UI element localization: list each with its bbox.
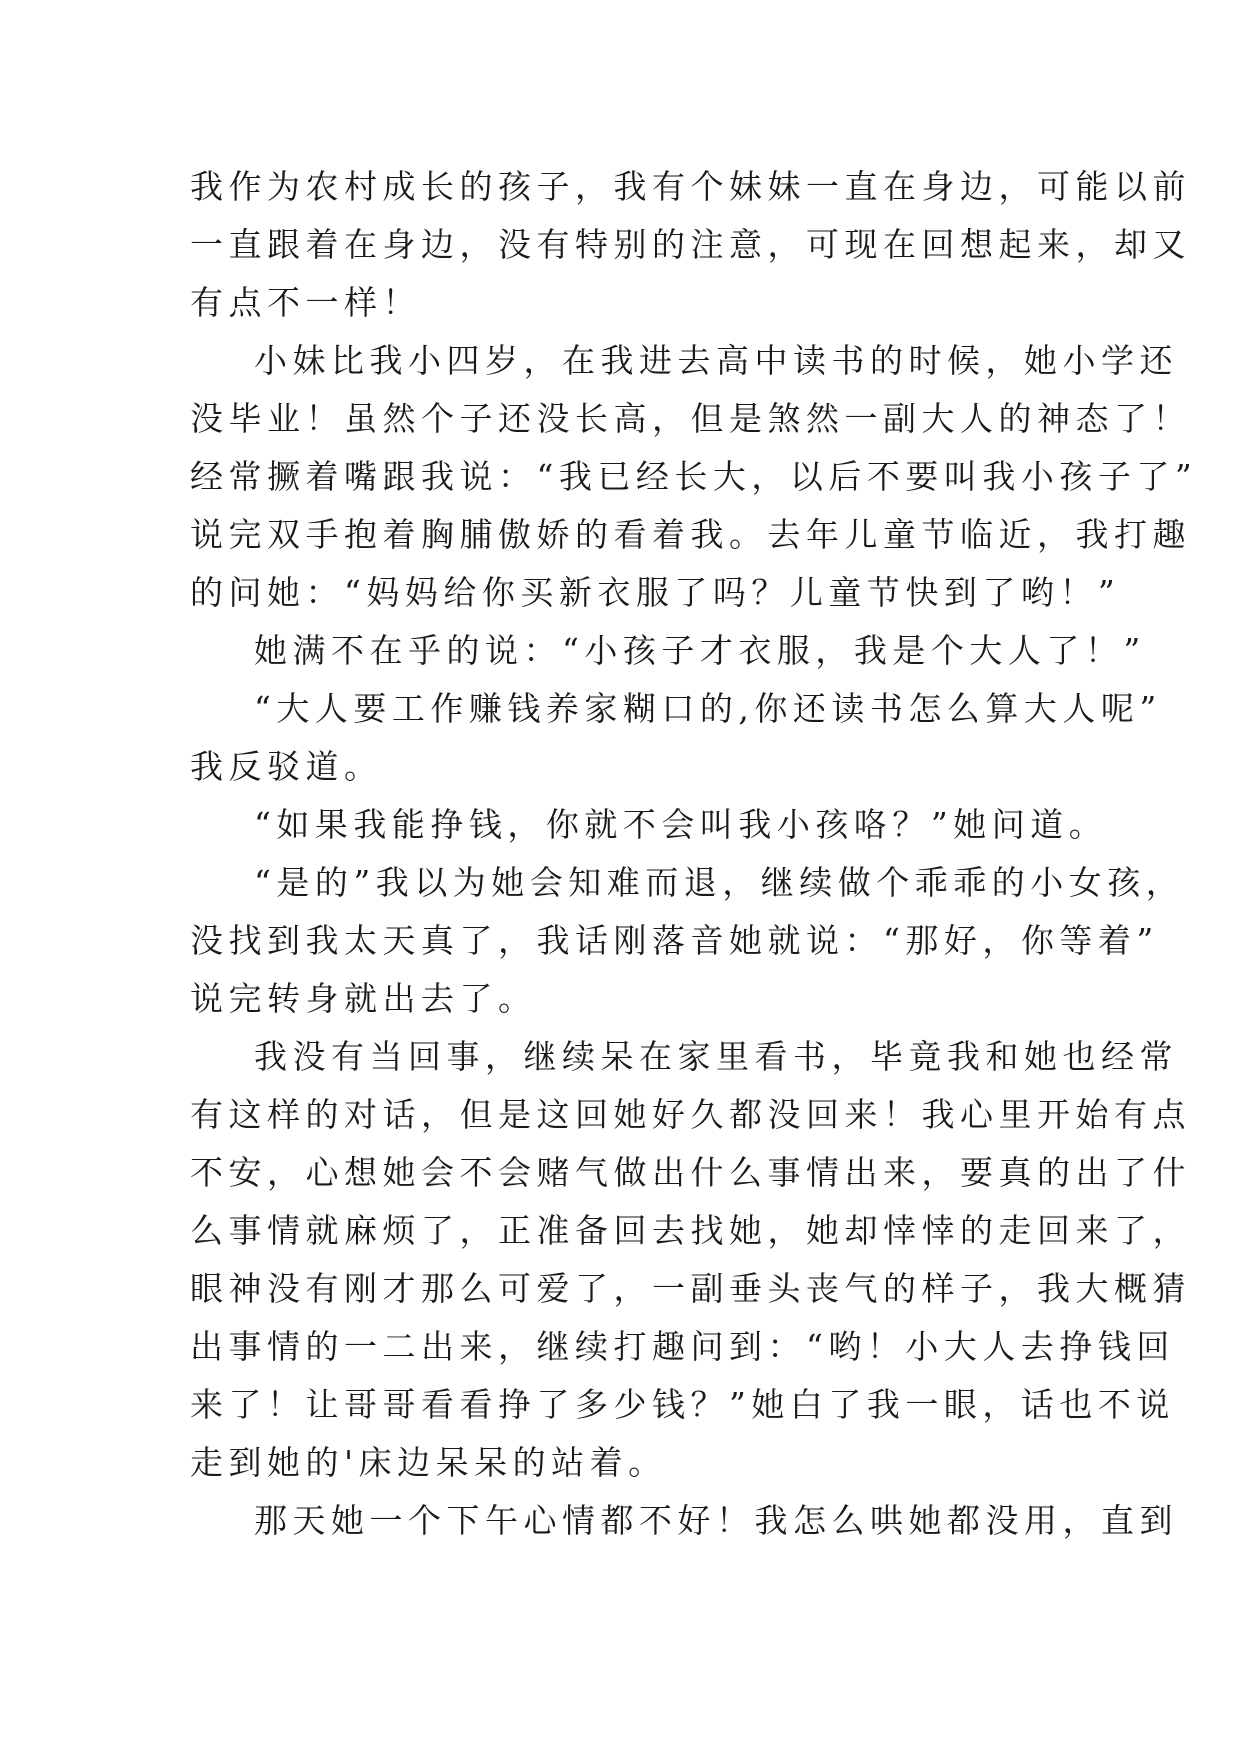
text-line: 说完双手抱着胸脯傲娇的看着我。去年儿童节临近，我打趣 (190, 515, 1191, 554)
text-line: 经常撅着嘴跟我说：“我已经长大，以后不要叫我小孩子了” (190, 457, 1198, 496)
text-line: 走到她的'床边呆呆的站着。 (190, 1443, 667, 1482)
text-line: “大人要工作赚钱养家糊口的,你还读书怎么算大人呢” (254, 689, 1162, 728)
body-text (190, 158, 1198, 1550)
text-line: 有点不一样！ (190, 283, 421, 322)
text-line: 我作为农村成长的孩子，我有个妹妹一直在身边，可能以前 (190, 167, 1191, 206)
text-line: 有这样的对话，但是这回她好久都没回来！我心里开始有点 (190, 1095, 1191, 1134)
text-line: 她满不在乎的说：“小孩子才衣服，我是个大人了！” (254, 631, 1146, 670)
text-line: 不安，心想她会不会赌气做出什么事情出来，要真的出了什 (190, 1153, 1191, 1192)
text-line: 没毕业！虽然个子还没长高，但是煞然一副大人的神态了！ (190, 399, 1191, 438)
text-line: 说完转身就出去了。 (190, 979, 537, 1018)
text-line: 出事情的一二出来，继续打趣问到：“哟！小大人去挣钱回 (190, 1327, 1175, 1366)
text-line: 眼神没有刚才那么可爱了，一副垂头丧气的样子，我大概猜 (190, 1269, 1191, 1308)
text-line: 那天她一个下午心情都不好！我怎么哄她都没用，直到 (254, 1501, 1178, 1540)
text-line: 的问她：“妈妈给你买新衣服了吗？儿童节快到了哟！” (190, 573, 1121, 612)
text-line: 小妹比我小四岁，在我进去高中读书的时候，她小学还 (254, 341, 1178, 380)
text-line: 么事情就麻烦了，正准备回去找她，她却悻悻的走回来了， (190, 1211, 1191, 1250)
text-line: 没找到我太天真了，我话刚落音她就说：“那好，你等着” (190, 921, 1159, 960)
text-line: 一直跟着在身边，没有特别的注意，可现在回想起来，却又 (190, 225, 1191, 264)
text-line: 我反驳道。 (190, 747, 383, 786)
text-line: 我没有当回事，继续呆在家里看书，毕竟我和她也经常 (254, 1037, 1178, 1076)
text-line: “如果我能挣钱，你就不会叫我小孩咯？”她问道。 (254, 805, 1108, 844)
text-line: 来了！让哥哥看看挣了多少钱？”她白了我一眼，话也不说 (190, 1385, 1175, 1424)
text-line: “是的”我以为她会知难而退，继续做个乖乖的小女孩， (254, 863, 1185, 902)
